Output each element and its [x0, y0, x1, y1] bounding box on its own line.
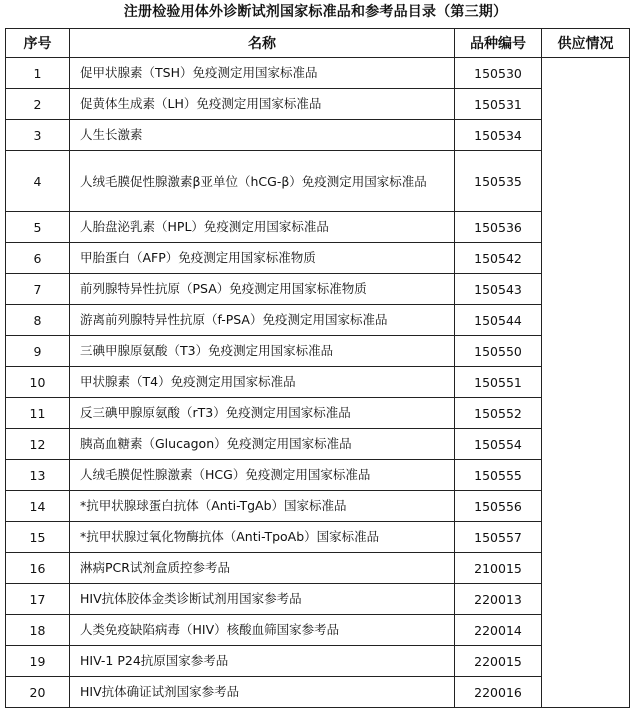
table-row: [6, 367, 630, 398]
row-name: 甲胎蛋白（AFP）免疫测定用国家标准物质: [70, 243, 455, 274]
table-header-row: [6, 29, 630, 58]
row-seq: 19: [6, 646, 70, 677]
row-seq: 8: [6, 305, 70, 336]
row-seq: 16: [6, 553, 70, 584]
row-name: 三碘甲腺原氨酸（T3）免疫测定用国家标准品: [70, 336, 455, 367]
page-title: 注册检验用体外诊断试剂国家标准品和参考品目录（第三期）: [123, 4, 508, 20]
header-name: 名称: [70, 29, 455, 58]
table-row: [6, 305, 630, 336]
row-code: 150556: [455, 491, 542, 522]
catalog-table: [5, 28, 630, 708]
row-name: 胰高血糖素（Glucagon）免疫测定用国家标准品: [70, 429, 455, 460]
row-seq: 15: [6, 522, 70, 553]
row-seq: 10: [6, 367, 70, 398]
row-code: 150555: [455, 460, 542, 491]
row-name: 人绒毛膜促性腺激素β亚单位（hCG-β）免疫测定用国家标准品: [70, 151, 455, 212]
table-row: [6, 584, 630, 615]
row-seq: 3: [6, 120, 70, 151]
row-name: 前列腺特异性抗原（PSA）免疫测定用国家标准物质: [70, 274, 455, 305]
row-seq: 6: [6, 243, 70, 274]
header-supply: 供应情况: [542, 29, 630, 58]
table-row: [6, 243, 630, 274]
row-name: *抗甲状腺球蛋白抗体（Anti-TgAb）国家标准品: [70, 491, 455, 522]
table-row: [6, 398, 630, 429]
row-code: 150535: [455, 151, 542, 212]
table-row: [6, 646, 630, 677]
row-seq: 12: [6, 429, 70, 460]
row-name: 人绒毛膜促性腺激素（HCG）免疫测定用国家标准品: [70, 460, 455, 491]
table-row: [6, 677, 630, 708]
table-row: [6, 460, 630, 491]
row-seq: 1: [6, 58, 70, 89]
table-row: [6, 553, 630, 584]
table-row: [6, 615, 630, 646]
row-code: 150550: [455, 336, 542, 367]
table-row: [6, 89, 630, 120]
header-seq: 序号: [6, 29, 70, 58]
row-name: *抗甲状腺过氧化物酶抗体（Anti-TpoAb）国家标准品: [70, 522, 455, 553]
row-seq: 5: [6, 212, 70, 243]
row-code: 150530: [455, 58, 542, 89]
row-name: 反三碘甲腺原氨酸（rT3）免疫测定用国家标准品: [70, 398, 455, 429]
row-code: 220014: [455, 615, 542, 646]
row-code: 150554: [455, 429, 542, 460]
table-row: [6, 58, 630, 89]
table-row: [6, 522, 630, 553]
row-code: 150543: [455, 274, 542, 305]
table-row: [6, 429, 630, 460]
row-seq: 9: [6, 336, 70, 367]
row-seq: 18: [6, 615, 70, 646]
row-code: 220016: [455, 677, 542, 708]
row-code: 150534: [455, 120, 542, 151]
row-seq: 17: [6, 584, 70, 615]
table-row: [6, 491, 630, 522]
row-code: 150531: [455, 89, 542, 120]
row-code: 150536: [455, 212, 542, 243]
row-name: 淋病PCR试剂盒质控参考品: [70, 553, 455, 584]
row-code: 150552: [455, 398, 542, 429]
row-code: 210015: [455, 553, 542, 584]
row-name: 人生长激素: [70, 120, 455, 151]
row-seq: 20: [6, 677, 70, 708]
row-seq: 7: [6, 274, 70, 305]
row-name: HIV-1 P24抗原国家参考品: [70, 646, 455, 677]
supply-cell: [542, 58, 630, 708]
row-code: 150557: [455, 522, 542, 553]
table-row: [6, 120, 630, 151]
row-name: 甲状腺素（T4）免疫测定用国家标准品: [70, 367, 455, 398]
row-seq: 13: [6, 460, 70, 491]
table-row: [6, 336, 630, 367]
row-seq: 4: [6, 151, 70, 212]
row-code: 150551: [455, 367, 542, 398]
table-row: [6, 212, 630, 243]
row-seq: 11: [6, 398, 70, 429]
table-row: [6, 151, 630, 212]
row-name: 人胎盘泌乳素（HPL）免疫测定用国家标准品: [70, 212, 455, 243]
row-name: 游离前列腺特异性抗原（f-PSA）免疫测定用国家标准品: [70, 305, 455, 336]
row-code: 150544: [455, 305, 542, 336]
row-code: 220013: [455, 584, 542, 615]
row-name: 人类免疫缺陷病毒（HIV）核酸血筛国家参考品: [70, 615, 455, 646]
row-name: HIV抗体确证试剂国家参考品: [70, 677, 455, 708]
row-name: 促甲状腺素（TSH）免疫测定用国家标准品: [70, 58, 455, 89]
row-name: HIV抗体胶体金类诊断试剂用国家参考品: [70, 584, 455, 615]
row-seq: 14: [6, 491, 70, 522]
row-code: 150542: [455, 243, 542, 274]
row-name: 促黄体生成素（LH）免疫测定用国家标准品: [70, 89, 455, 120]
header-code: 品种编号: [455, 29, 542, 58]
table-row: [6, 274, 630, 305]
row-code: 220015: [455, 646, 542, 677]
row-seq: 2: [6, 89, 70, 120]
table-body: [6, 58, 630, 708]
